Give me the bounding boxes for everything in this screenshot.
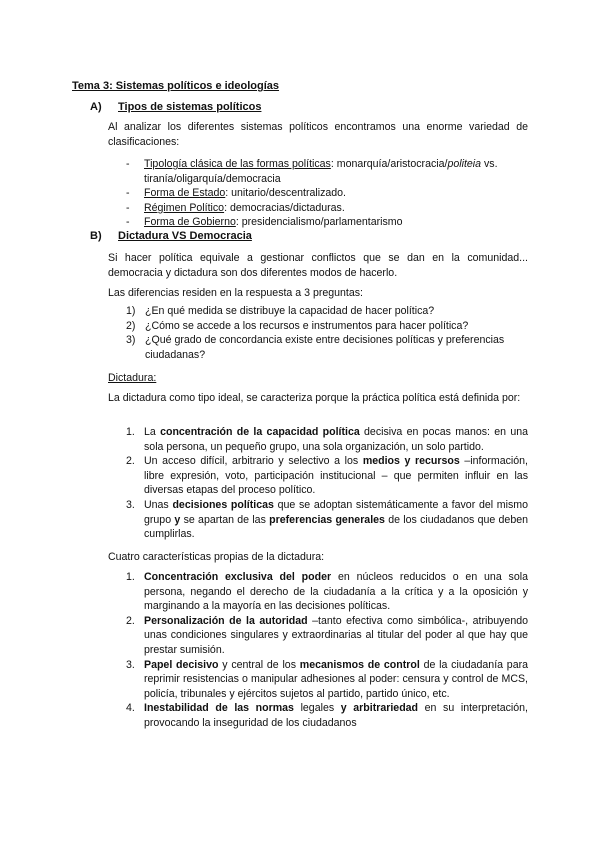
questions-list xyxy=(126,304,528,362)
dictadura-paragraph: La dictadura como tipo ideal, se caracteriza porque la práctica política está definida por: xyxy=(108,392,521,404)
list-item: 1. Concentración exclusiva del poder en núcleos reducidos o en una sola persona, negando el derecho de la ciudadanía a la crítica y a la oposición y marginando a la mayoría en las decisiones políticas. xyxy=(126,571,528,613)
dash-bullet: - xyxy=(126,201,130,214)
section-b-letter: B) xyxy=(90,230,102,242)
characteristics-list xyxy=(126,570,528,731)
dash-bullet: - xyxy=(126,187,130,200)
section-a-title: Tipos de sistemas políticos xyxy=(118,101,262,113)
list-item: 1) ¿En qué medida se distribuye la capacidad de hacer política? xyxy=(126,305,435,317)
section-b-title: Dictadura VS Democracia xyxy=(118,230,252,242)
list-item: 3) ¿Qué grado de concordancia existe entre decisiones políticas y preferencias ciudadanas? xyxy=(126,334,505,361)
classification-list xyxy=(126,157,528,230)
characteristics-intro: Cuatro características propias de la dictadura: xyxy=(108,551,325,563)
list-item: 2) ¿Cómo se accede a los recursos e instrumentos para hacer política? xyxy=(126,319,469,332)
section-b-paragraph-2: Las diferencias residen en la respuesta a 3 preguntas: xyxy=(108,287,364,299)
item-term: Régimen Político xyxy=(144,201,225,214)
page-title: Tema 3: Sistemas políticos e ideologías xyxy=(72,80,280,92)
section-b-heading xyxy=(90,229,252,244)
list-item: - Forma de Gobierno: presidencialismo/parlamentarismo xyxy=(126,216,403,229)
list-item: 1. La concentración de la capacidad política decisiva en pocas manos: en una sola persona, un pequeño grupo, una sola organización, un solo partido. xyxy=(126,426,529,453)
dictadura-heading: Dictadura: xyxy=(108,372,157,384)
list-item: - Forma de Estado: unitario/descentralizado. xyxy=(126,187,346,200)
list-item: - Régimen Político: democracias/dictaduras. xyxy=(126,201,345,214)
item-term: Tipología clásica de las formas políticas xyxy=(144,158,331,170)
section-a-heading xyxy=(90,100,261,115)
dash-bullet: - xyxy=(126,216,130,229)
item-term: Forma de Gobierno xyxy=(144,216,236,229)
section-a-intro: Al analizar los diferentes sistemas políticos encontramos una enorme variedad de clasificaciones: xyxy=(108,121,528,148)
list-item: 3. Unas decisiones políticas que se adoptan sistemáticamente a favor del mismo grupo y se apartan de las preferencias generales de los ciudadanos que deben cumplirlas. xyxy=(126,498,529,541)
list-item: 3. Papel decisivo y central de los mecanismos de control de la ciudadanía para reprimir resistencias o manipular adhesiones al poder: censura y control de MCS, policía, tribunales y ejércitos sujetos al partido, partido único, etc. xyxy=(126,658,529,700)
list-item: 2. Un acceso difícil, arbitrario y selectivo a los medios y recursos –información, libre expresión, voto, participación institucional – que permiten influir en las diversas etapas del proceso político. xyxy=(126,455,529,497)
item-term: Forma de Estado xyxy=(144,187,226,200)
dash-bullet: - xyxy=(126,158,130,170)
list-item: - Tipología clásica de las formas políticas: monarquía/aristocracia/politeia vs. tiranía/oligarquía/democracia xyxy=(126,158,498,185)
section-a-letter: A) xyxy=(90,101,102,113)
list-item: 2. Personalización de la autoridad –tanto efectiva como simbólica-, atribuyendo unas condiciones singulares y extraordinarias al titular del poder al que hay que prestar sumisión. xyxy=(126,614,528,656)
section-b-paragraph-1: Si hacer política equivale a gestionar conflictos que se dan en la comunidad... democracia y dictadura son dos diferentes modos de hacerlo. xyxy=(108,252,528,279)
definition-list xyxy=(126,425,528,542)
list-item: 4. Inestabilidad de las normas legales y arbitrariedad en su interpretación, provocando la inseguridad de los ciudadanos xyxy=(126,702,528,729)
